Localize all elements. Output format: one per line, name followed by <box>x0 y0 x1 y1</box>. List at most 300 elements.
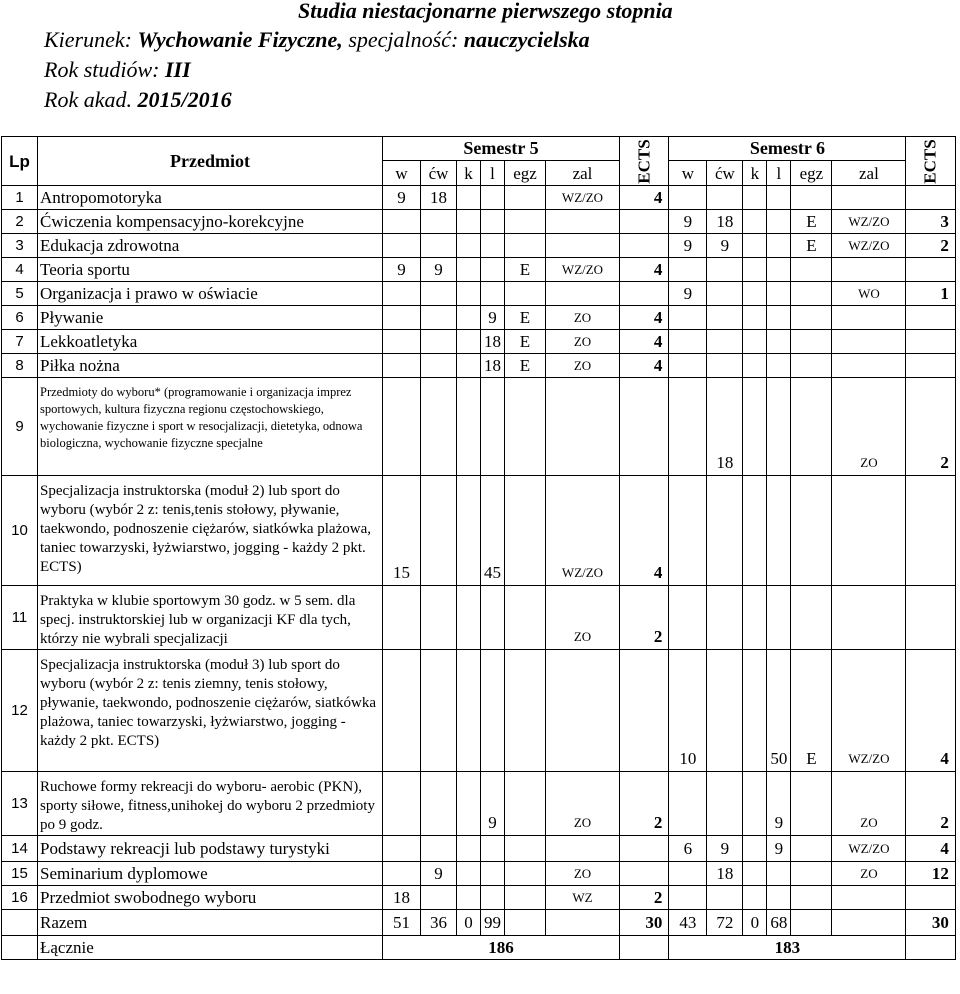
sem6-cw-cell: 18 <box>707 862 743 886</box>
table-row <box>2 186 956 210</box>
sem5-k-cell <box>457 836 481 862</box>
sem5-k-cell <box>457 234 481 258</box>
sem5-l-cell: 9 <box>481 306 505 330</box>
table-row <box>2 886 956 910</box>
sem6-w-cell <box>669 586 707 650</box>
egz5-header: egz <box>505 161 546 186</box>
sem6-k-cell <box>743 282 767 306</box>
akad-label: Rok akad. <box>44 87 132 112</box>
lp-header: Lp <box>2 137 38 186</box>
table-row <box>2 378 956 476</box>
sem5-zal-cell: WZ/ZO <box>546 186 620 210</box>
sem6-l-cell <box>767 862 791 886</box>
sem5-l-cell <box>481 650 505 772</box>
sem6-total-w: 43 <box>669 910 707 936</box>
sem5-w-cell <box>383 862 421 886</box>
sem5-l-cell <box>481 836 505 862</box>
sem6-w-cell: 6 <box>669 836 707 862</box>
sem5-k-cell <box>457 330 481 354</box>
sem5-l-cell <box>481 210 505 234</box>
sem6-k-cell <box>743 354 767 378</box>
table-row <box>2 586 956 650</box>
sem6-total-k: 0 <box>743 910 767 936</box>
row-number: 14 <box>2 836 38 862</box>
row-number: 9 <box>2 378 38 476</box>
sem5-cw-cell: 9 <box>421 862 457 886</box>
sem5-ects-cell: 4 <box>620 330 669 354</box>
row-number <box>2 936 38 960</box>
sem5-w-cell <box>383 772 421 836</box>
sem6-l-cell <box>767 586 791 650</box>
sem6-egz-cell <box>791 306 832 330</box>
subject-name: Przedmiot swobodnego wyboru <box>38 886 383 910</box>
sem5-w-cell <box>383 378 421 476</box>
sem6-ects-cell <box>906 258 955 282</box>
sem6-l-cell <box>767 476 791 586</box>
sem6-cw-cell <box>707 886 743 910</box>
sem5-total-egz <box>505 910 546 936</box>
specjalnosc-label: specjalność: <box>348 27 459 52</box>
sem5-w-cell: 15 <box>383 476 421 586</box>
sem6-egz-cell <box>791 330 832 354</box>
semestr5-header: Semestr 5 <box>383 137 620 161</box>
sem5-cw-cell <box>421 354 457 378</box>
sem6-egz-cell: E <box>791 650 832 772</box>
sem6-ects-cell: 4 <box>906 836 955 862</box>
sem6-l-cell <box>767 210 791 234</box>
subject-name: Piłka nożna <box>38 354 383 378</box>
sem5-w-cell: 18 <box>383 886 421 910</box>
sem6-zal-cell: WZ/ZO <box>832 234 906 258</box>
sem6-k-cell <box>743 234 767 258</box>
sem5-cw-cell: 18 <box>421 186 457 210</box>
w5-header: w <box>383 161 421 186</box>
sem5-ects-cell: 2 <box>620 772 669 836</box>
kierunek-value: Wychowanie Fizyczne, <box>137 27 343 52</box>
sem5-zal-cell: WZ/ZO <box>546 476 620 586</box>
sem6-egz-cell <box>791 354 832 378</box>
sem5-total-ects: 30 <box>620 910 669 936</box>
sem6-egz-cell: E <box>791 234 832 258</box>
sem6-ects-cell: 2 <box>906 378 955 476</box>
sem6-egz-cell <box>791 186 832 210</box>
row-number: 7 <box>2 330 38 354</box>
sem5-egz-cell <box>505 586 546 650</box>
sem6-cw-cell <box>707 330 743 354</box>
row-number: 10 <box>2 476 38 586</box>
subject-name: Edukacja zdrowotna <box>38 234 383 258</box>
sem5-cw-cell <box>421 378 457 476</box>
sem5-ects-blank <box>620 936 669 960</box>
sem6-egz-cell <box>791 586 832 650</box>
sem6-egz-cell <box>791 378 832 476</box>
table-row <box>2 330 956 354</box>
l5-header: l <box>481 161 505 186</box>
sem5-w-cell <box>383 354 421 378</box>
sem5-l-cell <box>481 186 505 210</box>
sem5-cw-cell <box>421 650 457 772</box>
sem5-cw-cell <box>421 836 457 862</box>
sem6-total-ects: 30 <box>906 910 955 936</box>
sem5-k-cell <box>457 378 481 476</box>
sem6-zal-cell: ZO <box>832 772 906 836</box>
sem5-egz-cell <box>505 886 546 910</box>
sem5-ects-cell <box>620 836 669 862</box>
sem5-zal-cell: ZO <box>546 306 620 330</box>
lacznie-row <box>2 936 956 960</box>
sem6-w-cell: 9 <box>669 210 707 234</box>
sem5-cw-cell: 9 <box>421 258 457 282</box>
sem5-egz-cell <box>505 282 546 306</box>
sem6-w-cell <box>669 306 707 330</box>
sem5-l-cell <box>481 586 505 650</box>
table-row <box>2 862 956 886</box>
sem6-l-cell <box>767 186 791 210</box>
sem5-k-cell <box>457 476 481 586</box>
sem6-zal-cell: ZO <box>832 378 906 476</box>
subject-name: Specjalizacja instruktorska (moduł 2) lub sport do wyboru (wybór 2 z: tenis,tenis stołowy, pływanie, taekwondo, podnoszenie ciężarów, siatkówka plażowa, taniec towarzyski, łyżwiarstwo, jogging - każdy 2 pkt. ECTS) <box>38 476 383 586</box>
sem6-total-l: 68 <box>767 910 791 936</box>
sem5-w-cell <box>383 210 421 234</box>
row-number: 4 <box>2 258 38 282</box>
sem5-w-cell <box>383 234 421 258</box>
subject-name: Pływanie <box>38 306 383 330</box>
sem6-egz-cell <box>791 862 832 886</box>
sem5-zal-cell: ZO <box>546 862 620 886</box>
sem6-egz-cell: E <box>791 210 832 234</box>
sem5-l-cell <box>481 282 505 306</box>
sem5-egz-cell <box>505 186 546 210</box>
sem5-cw-cell <box>421 306 457 330</box>
sem6-zal-cell <box>832 306 906 330</box>
k5-header: k <box>457 161 481 186</box>
sem6-w-cell: 9 <box>669 234 707 258</box>
sem6-total-cw: 72 <box>707 910 743 936</box>
sem6-ects-cell: 12 <box>906 862 955 886</box>
sem5-egz-cell: E <box>505 354 546 378</box>
subject-name: Organizacja i prawo w oświacie <box>38 282 383 306</box>
row-number: 11 <box>2 586 38 650</box>
subject-name: Praktyka w klubie sportowym 30 godz. w 5 sem. dla specj. instruktorskiej lub w organizacji KF dla tych, którzy nie wybrali specjalizacji <box>38 586 383 650</box>
row-number: 2 <box>2 210 38 234</box>
sem6-k-cell <box>743 330 767 354</box>
subject-name: Antropomotoryka <box>38 186 383 210</box>
sem5-egz-cell <box>505 378 546 476</box>
sem5-total-zal <box>546 910 620 936</box>
sem5-cw-cell <box>421 282 457 306</box>
sem6-w-cell <box>669 476 707 586</box>
sem6-zal-cell: WZ/ZO <box>832 210 906 234</box>
sem6-egz-cell <box>791 282 832 306</box>
sem5-w-cell: 9 <box>383 258 421 282</box>
sem6-zal-cell <box>832 886 906 910</box>
sem5-ects-cell: 2 <box>620 886 669 910</box>
sem5-egz-cell: E <box>505 306 546 330</box>
sem6-k-cell <box>743 306 767 330</box>
sem5-k-cell <box>457 886 481 910</box>
sem6-k-cell <box>743 210 767 234</box>
sem6-l-cell: 50 <box>767 650 791 772</box>
sem5-l-cell: 45 <box>481 476 505 586</box>
sem6-l-cell <box>767 354 791 378</box>
sem6-l-cell <box>767 306 791 330</box>
subject-name: Ćwiczenia kompensacyjno-korekcyjne <box>38 210 383 234</box>
sem6-k-cell <box>743 836 767 862</box>
sem6-l-cell <box>767 234 791 258</box>
sem5-cw-cell <box>421 210 457 234</box>
sem5-zal-cell <box>546 234 620 258</box>
sem5-ects-cell <box>620 210 669 234</box>
sem6-cw-cell <box>707 354 743 378</box>
sem5-w-cell <box>383 306 421 330</box>
sem6-zal-cell <box>832 476 906 586</box>
akad-value: 2015/2016 <box>137 87 232 112</box>
sem5-ects-cell <box>620 378 669 476</box>
semestr6-header: Semestr 6 <box>669 137 906 161</box>
sem5-w-cell <box>383 330 421 354</box>
sem5-egz-cell <box>505 836 546 862</box>
sem6-w-cell <box>669 330 707 354</box>
sem6-l-cell: 9 <box>767 772 791 836</box>
sem5-k-cell <box>457 862 481 886</box>
sem6-w-cell: 9 <box>669 282 707 306</box>
sem5-ects-cell: 4 <box>620 354 669 378</box>
sem5-k-cell <box>457 306 481 330</box>
sem6-w-cell <box>669 186 707 210</box>
sem5-zal-cell: ZO <box>546 354 620 378</box>
sem5-zal-cell <box>546 210 620 234</box>
sem5-cw-cell <box>421 330 457 354</box>
sem5-l-cell: 18 <box>481 354 505 378</box>
subject-name: Ruchowe formy rekreacji do wyboru- aerobic (PKN), sporty siłowe, fitness,unihokej do wyboru 2 przedmioty po 9 godz. <box>38 772 383 836</box>
zal5-header: zal <box>546 161 620 186</box>
sem6-cw-cell <box>707 650 743 772</box>
sem6-cw-cell <box>707 282 743 306</box>
sem6-ects-cell: 1 <box>906 282 955 306</box>
sem6-ects-cell <box>906 306 955 330</box>
sem6-k-cell <box>743 476 767 586</box>
sem5-ects-cell: 4 <box>620 476 669 586</box>
sem6-zal-cell <box>832 586 906 650</box>
sem5-total-l: 99 <box>481 910 505 936</box>
subject-name: Specjalizacja instruktorska (moduł 3) lub sport do wyboru (wybór 2 z: tenis ziemny, tenis stołowy, pływanie, taekwondo, podnoszenie ciężarów, siatkówka plażowa, taniec towarzyski, łyżwiarstwo, jogging - każdy 2 pkt. ECTS) <box>38 650 383 772</box>
sem5-l-cell <box>481 378 505 476</box>
sem6-w-cell <box>669 772 707 836</box>
sem6-k-cell <box>743 586 767 650</box>
sem6-ects-cell <box>906 330 955 354</box>
sem6-w-cell <box>669 354 707 378</box>
sem5-k-cell <box>457 650 481 772</box>
ects6-header: ECTS <box>906 137 955 186</box>
sem6-ects-cell: 2 <box>906 772 955 836</box>
sem5-k-cell <box>457 186 481 210</box>
akad-line <box>44 87 232 113</box>
sem5-zal-cell: WZ <box>546 886 620 910</box>
sem6-l-cell <box>767 258 791 282</box>
sem5-egz-cell <box>505 210 546 234</box>
sem5-k-cell <box>457 586 481 650</box>
study-plan-table <box>1 136 956 960</box>
sem5-cw-cell <box>421 586 457 650</box>
sem5-zal-cell: ZO <box>546 772 620 836</box>
sem6-zal-cell <box>832 186 906 210</box>
kierunek-label: Kierunek: <box>44 27 132 52</box>
sem6-zal-cell <box>832 258 906 282</box>
table-row <box>2 258 956 282</box>
k6-header: k <box>743 161 767 186</box>
sem6-ects-cell: 3 <box>906 210 955 234</box>
sem5-l-cell <box>481 258 505 282</box>
document-title: Studia niestacjonarne pierwszego stopnia <box>298 0 673 23</box>
cw6-header: ćw <box>707 161 743 186</box>
sem6-egz-cell <box>791 886 832 910</box>
subject-name: Lekkoatletyka <box>38 330 383 354</box>
sem5-cw-cell <box>421 772 457 836</box>
row-number: 1 <box>2 186 38 210</box>
sem6-ects-cell <box>906 354 955 378</box>
sem5-ects-cell: 2 <box>620 586 669 650</box>
cw5-header: ćw <box>421 161 457 186</box>
sem5-l-cell: 9 <box>481 772 505 836</box>
sem6-cw-cell <box>707 258 743 282</box>
sem5-total-cw: 36 <box>421 910 457 936</box>
sem5-l-cell <box>481 886 505 910</box>
sem6-cw-cell: 9 <box>707 836 743 862</box>
sem5-cw-cell <box>421 476 457 586</box>
sem6-ects-cell: 2 <box>906 234 955 258</box>
sem6-total-zal <box>832 910 906 936</box>
row-number: 3 <box>2 234 38 258</box>
sem5-zal-cell: ZO <box>546 586 620 650</box>
kierunek-line <box>44 27 590 53</box>
egz6-header: egz <box>791 161 832 186</box>
sem5-ects-cell: 4 <box>620 258 669 282</box>
sem6-l-cell <box>767 282 791 306</box>
row-number: 12 <box>2 650 38 772</box>
w6-header: w <box>669 161 707 186</box>
sem6-k-cell <box>743 186 767 210</box>
przedmiot-header: Przedmiot <box>38 137 383 186</box>
sem5-cw-cell <box>421 234 457 258</box>
sem6-w-cell <box>669 886 707 910</box>
sem6-cw-cell <box>707 186 743 210</box>
sem6-w-cell <box>669 862 707 886</box>
sem5-total-w: 51 <box>383 910 421 936</box>
sem6-l-cell <box>767 378 791 476</box>
sem5-zal-cell: ZO <box>546 330 620 354</box>
sem5-k-cell <box>457 772 481 836</box>
sem6-k-cell <box>743 772 767 836</box>
table-row <box>2 282 956 306</box>
sem6-l-cell: 9 <box>767 836 791 862</box>
sem5-ects-cell <box>620 650 669 772</box>
sem5-ects-cell <box>620 234 669 258</box>
table-row <box>2 476 956 586</box>
table-row <box>2 650 956 772</box>
sem5-l-cell <box>481 234 505 258</box>
table-row <box>2 306 956 330</box>
sem5-ects-cell: 4 <box>620 306 669 330</box>
sem6-l-cell <box>767 886 791 910</box>
sem5-l-cell: 18 <box>481 330 505 354</box>
sem6-cw-cell: 18 <box>707 210 743 234</box>
sem6-w-cell: 10 <box>669 650 707 772</box>
sem5-egz-cell <box>505 234 546 258</box>
subject-name: Przedmioty do wyboru* (programowanie i organizacja imprez sportowych, kultura fizyczna regionu częstochowskiego, wychowanie fizyczne i sport w resocjalizacji, dietetyka, odnowa biologiczna, wychowanie fizyczne specjalne <box>38 378 383 476</box>
sem5-egz-cell: E <box>505 258 546 282</box>
sem6-w-cell <box>669 378 707 476</box>
sem6-cw-cell <box>707 586 743 650</box>
sem6-l-cell <box>767 330 791 354</box>
sem6-ects-cell <box>906 886 955 910</box>
sem5-zal-cell: WZ/ZO <box>546 258 620 282</box>
row-number: 15 <box>2 862 38 886</box>
zal6-header: zal <box>832 161 906 186</box>
subject-name: Seminarium dyplomowe <box>38 862 383 886</box>
sem6-cw-cell: 9 <box>707 234 743 258</box>
sem5-egz-cell <box>505 862 546 886</box>
rok-label: Rok studiów: <box>44 57 160 82</box>
sem6-k-cell <box>743 886 767 910</box>
sem6-total-egz <box>791 910 832 936</box>
table-row <box>2 836 956 862</box>
sem5-egz-cell <box>505 772 546 836</box>
sem5-cw-cell <box>421 886 457 910</box>
sem6-zal-cell <box>832 354 906 378</box>
sem6-zal-cell: WZ/ZO <box>832 836 906 862</box>
sem5-zal-cell <box>546 378 620 476</box>
sem5-k-cell <box>457 210 481 234</box>
sem6-ects-cell <box>906 476 955 586</box>
sem6-ects-cell <box>906 586 955 650</box>
sem6-ects-cell <box>906 186 955 210</box>
sem5-zal-cell <box>546 650 620 772</box>
sem6-cw-cell <box>707 306 743 330</box>
sem5-ects-cell <box>620 282 669 306</box>
rok-value: III <box>165 57 191 82</box>
sem5-egz-cell: E <box>505 330 546 354</box>
sem5-l-cell <box>481 862 505 886</box>
subject-name: Teoria sportu <box>38 258 383 282</box>
row-number: 5 <box>2 282 38 306</box>
row-number: 13 <box>2 772 38 836</box>
sem6-k-cell <box>743 258 767 282</box>
rok-line <box>44 57 191 83</box>
sem5-ects-cell: 4 <box>620 186 669 210</box>
sem6-k-cell <box>743 378 767 476</box>
sem5-egz-cell <box>505 476 546 586</box>
sem6-cw-cell: 18 <box>707 378 743 476</box>
sem6-egz-cell <box>791 772 832 836</box>
table-row <box>2 234 956 258</box>
ects5-header: ECTS <box>620 137 669 186</box>
subject-name: Podstawy rekreacji lub podstawy turystyki <box>38 836 383 862</box>
sem6-zal-cell <box>832 330 906 354</box>
sem5-egz-cell <box>505 650 546 772</box>
sem5-zal-cell <box>546 836 620 862</box>
sem5-zal-cell <box>546 282 620 306</box>
sem5-grand-total: 186 <box>383 936 620 960</box>
l6-header: l <box>767 161 791 186</box>
sem5-w-cell <box>383 282 421 306</box>
sem6-zal-cell: WO <box>832 282 906 306</box>
razem-row <box>2 910 956 936</box>
sem6-egz-cell <box>791 836 832 862</box>
sem5-w-cell: 9 <box>383 186 421 210</box>
sem5-ects-cell <box>620 862 669 886</box>
sem6-k-cell <box>743 650 767 772</box>
sem5-k-cell <box>457 354 481 378</box>
